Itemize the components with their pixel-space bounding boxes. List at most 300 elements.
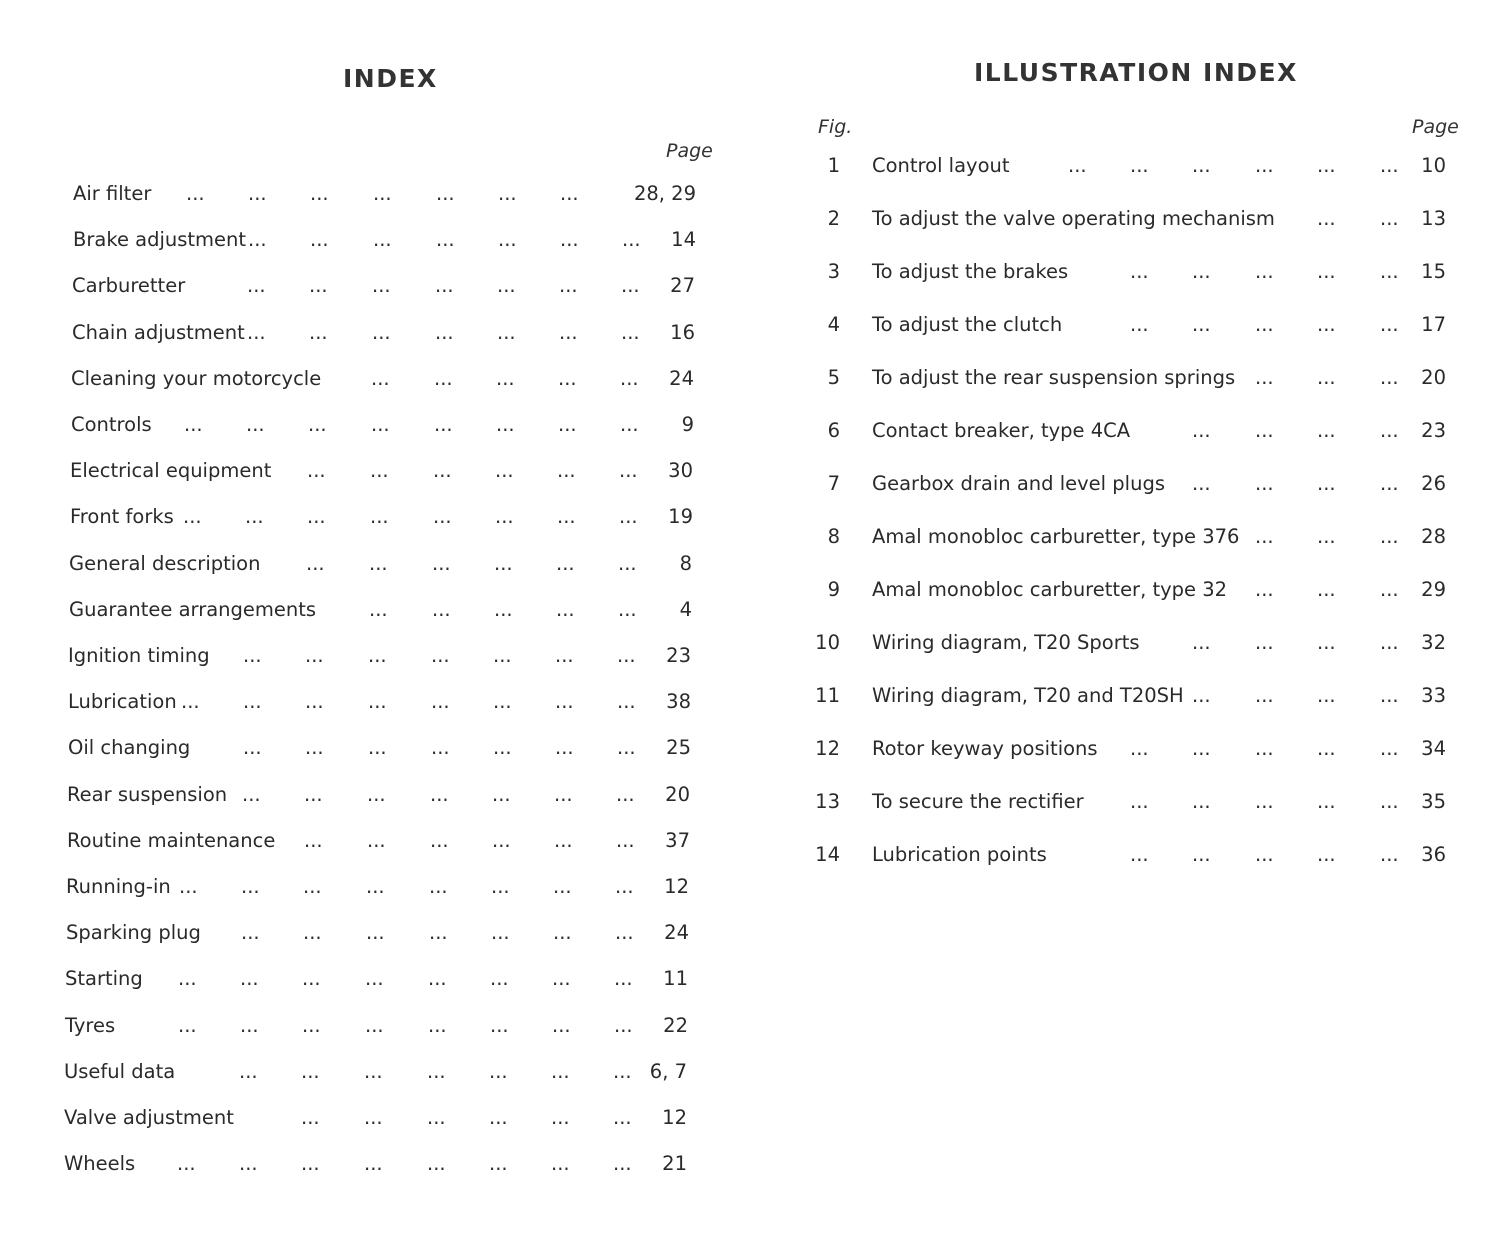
index-entry-label: Guarantee arrangements (69, 597, 317, 621)
fig-number: 3 (827, 260, 840, 283)
dot-leader: ... (1380, 313, 1399, 336)
dot-leader: ... (1255, 737, 1274, 760)
illustration-entry-page: 32 (1421, 631, 1446, 654)
dot-leader: ... (555, 690, 574, 714)
dot-leader: ... (492, 782, 511, 806)
index-entry-label: Routine maintenance (67, 828, 276, 852)
fig-number: 4 (827, 313, 840, 336)
index-entry-page: 27 (670, 274, 695, 298)
dot-leader: ... (427, 1152, 446, 1176)
dot-leader: ... (428, 967, 447, 991)
dot-leader: ... (248, 182, 267, 205)
illustration-entry-label: Lubrication points (872, 843, 1047, 866)
dot-leader: ... (617, 690, 636, 714)
index-entry (70, 505, 710, 535)
dot-leader: ... (308, 413, 327, 436)
dot-leader: ... (615, 875, 634, 898)
dot-leader: ... (556, 551, 575, 575)
index-entry-page: 30 (668, 459, 693, 483)
dot-leader: ... (1255, 578, 1274, 601)
index-entry-page: 4 (679, 597, 692, 621)
dot-leader: ... (1255, 472, 1274, 495)
index-entry-label: Useful data (64, 1059, 176, 1083)
illustration-entry-page: 36 (1421, 843, 1446, 866)
dot-leader: ... (1130, 313, 1149, 336)
illustration-entry (806, 684, 1446, 714)
dot-leader: ... (620, 366, 639, 390)
dot-leader: ... (617, 644, 636, 667)
dot-leader: ... (243, 736, 262, 760)
dot-leader: ... (246, 413, 265, 436)
dot-leader: ... (307, 505, 326, 529)
dot-leader: ... (303, 921, 322, 945)
dot-leader: ... (1192, 737, 1211, 760)
dot-leader: ... (1317, 207, 1336, 230)
dot-leader: ... (1380, 366, 1399, 389)
index-entry-page: 19 (668, 505, 693, 529)
dot-leader: ... (1255, 313, 1274, 336)
illustration-entry (806, 419, 1446, 449)
dot-leader: ... (367, 782, 386, 806)
dot-leader: ... (428, 1013, 447, 1037)
illustration-entry-page: 29 (1421, 578, 1446, 601)
dot-leader: ... (494, 597, 513, 621)
dot-leader: ... (1192, 472, 1211, 495)
dot-leader: ... (1130, 260, 1149, 283)
index-entry-page: 21 (662, 1152, 687, 1176)
dot-leader: ... (434, 413, 453, 436)
dot-leader: ... (304, 782, 323, 806)
dot-leader: ... (430, 782, 449, 806)
fig-number: 2 (827, 207, 840, 230)
dot-leader: ... (1192, 419, 1211, 442)
dot-leader: ... (618, 597, 637, 621)
index-entry-page: 11 (663, 967, 688, 991)
index-entry (69, 552, 709, 582)
dot-leader: ... (492, 828, 511, 852)
illustration-entry-label: To adjust the clutch (872, 313, 1063, 336)
dot-leader: ... (240, 1013, 259, 1037)
dot-leader: ... (247, 320, 266, 344)
dot-leader: ... (556, 597, 575, 621)
dot-leader: ... (1317, 737, 1336, 760)
illustration-entry (806, 154, 1446, 184)
dot-leader: ... (368, 644, 387, 667)
illustration-entry (806, 631, 1446, 661)
illustration-entry-label: Control layout (872, 154, 1010, 177)
dot-leader: ... (617, 736, 636, 760)
dot-leader: ... (1380, 843, 1399, 866)
index-entry-label: Front forks (70, 505, 174, 529)
dot-leader: ... (1192, 631, 1211, 654)
dot-leader: ... (239, 1152, 258, 1176)
dot-leader: ... (1255, 154, 1274, 177)
dot-leader: ... (1255, 260, 1274, 283)
index-entry-label: Tyres (65, 1013, 116, 1037)
dot-leader: ... (551, 1106, 570, 1129)
index-entry (68, 690, 708, 720)
illustration-entry-label: To adjust the brakes (872, 260, 1069, 283)
index-entry (66, 921, 706, 951)
illustration-entry-label: Rotor keyway positions (872, 737, 1098, 760)
illustration-entry (806, 313, 1446, 343)
illustration-entry (806, 366, 1446, 396)
dot-leader: ... (184, 413, 203, 436)
dot-leader: ... (429, 921, 448, 945)
dot-leader: ... (615, 921, 634, 945)
illustration-entry (806, 737, 1446, 767)
dot-leader: ... (436, 182, 455, 205)
dot-leader: ... (559, 320, 578, 344)
illustration-entry-page: 35 (1421, 790, 1446, 813)
dot-leader: ... (613, 1059, 632, 1083)
dot-leader: ... (560, 228, 579, 252)
illustration-entry-page: 28 (1421, 525, 1446, 548)
index-entry-page: 9 (681, 413, 694, 436)
index-entry-page: 20 (665, 782, 690, 806)
dot-leader: ... (554, 782, 573, 806)
dot-leader: ... (560, 182, 579, 205)
dot-leader: ... (614, 1013, 633, 1037)
dot-leader: ... (1255, 366, 1274, 389)
dot-leader: ... (427, 1059, 446, 1083)
index-entry-label: General description (69, 551, 261, 575)
dot-leader: ... (303, 875, 322, 898)
dot-leader: ... (366, 875, 385, 898)
dot-leader: ... (1380, 525, 1399, 548)
illustration-page-header: Page (1412, 116, 1459, 138)
illustration-entry-page: 10 (1421, 154, 1446, 177)
dot-leader: ... (183, 505, 202, 529)
dot-leader: ... (242, 782, 261, 806)
dot-leader: ... (1317, 366, 1336, 389)
dot-leader: ... (301, 1106, 320, 1129)
dot-leader: ... (433, 505, 452, 529)
dot-leader: ... (1192, 260, 1211, 283)
illustration-entry-label: Amal monobloc carburetter, type 32 (872, 578, 1228, 601)
index-entry-label: Controls (71, 413, 152, 436)
dot-leader: ... (1255, 419, 1274, 442)
dot-leader: ... (304, 828, 323, 852)
dot-leader: ... (431, 644, 450, 667)
illustration-entry-page: 23 (1421, 419, 1446, 442)
index-entry-page: 16 (670, 320, 695, 344)
dot-leader: ... (1255, 843, 1274, 866)
dot-leader: ... (1192, 684, 1211, 707)
index-entry-label: Electrical equipment (70, 459, 272, 483)
dot-leader: ... (307, 459, 326, 483)
fig-number: 14 (815, 843, 840, 866)
index-entry (65, 1014, 705, 1044)
dot-leader: ... (1130, 843, 1149, 866)
dot-leader: ... (435, 320, 454, 344)
dot-leader: ... (613, 1152, 632, 1176)
dot-leader: ... (310, 228, 329, 252)
illustration-entry (806, 843, 1446, 873)
dot-leader: ... (1068, 154, 1087, 177)
dot-leader: ... (1380, 260, 1399, 283)
dot-leader: ... (245, 505, 264, 529)
dot-leader: ... (178, 1013, 197, 1037)
dot-leader: ... (491, 921, 510, 945)
dot-leader: ... (1380, 631, 1399, 654)
dot-leader: ... (497, 274, 516, 298)
dot-leader: ... (496, 366, 515, 390)
index-entry (64, 1152, 704, 1182)
dot-leader: ... (247, 274, 266, 298)
dot-leader: ... (365, 1013, 384, 1037)
index-entry-page: 28, 29 (633, 182, 696, 205)
index-entry (66, 875, 706, 905)
dot-leader: ... (557, 505, 576, 529)
dot-leader: ... (371, 366, 390, 390)
dot-leader: ... (1192, 843, 1211, 866)
fig-number: 9 (827, 578, 840, 601)
index-entry-page: 12 (664, 875, 689, 898)
dot-leader: ... (435, 274, 454, 298)
dot-leader: ... (248, 228, 267, 252)
dot-leader: ... (1380, 154, 1399, 177)
dot-leader: ... (431, 690, 450, 714)
dot-leader: ... (368, 690, 387, 714)
dot-leader: ... (306, 551, 325, 575)
dot-leader: ... (495, 459, 514, 483)
dot-leader: ... (551, 1152, 570, 1176)
dot-leader: ... (1317, 578, 1336, 601)
dot-leader: ... (369, 597, 388, 621)
dot-leader: ... (431, 736, 450, 760)
dot-leader: ... (371, 413, 390, 436)
index-entry (68, 644, 708, 674)
dot-leader: ... (555, 644, 574, 667)
illustration-entry-label: Contact breaker, type 4CA (872, 419, 1131, 442)
dot-leader: ... (618, 551, 637, 575)
fig-number: 13 (815, 790, 840, 813)
index-entry-page: 38 (666, 690, 691, 714)
dot-leader: ... (177, 1152, 196, 1176)
index-entry (73, 228, 713, 258)
dot-leader: ... (373, 228, 392, 252)
illustration-entry-label: To adjust the valve operating mechanism (872, 207, 1275, 230)
dot-leader: ... (619, 459, 638, 483)
dot-leader: ... (616, 828, 635, 852)
dot-leader: ... (301, 1059, 320, 1083)
dot-leader: ... (552, 967, 571, 991)
dot-leader: ... (1255, 684, 1274, 707)
illustration-entry-label: To secure the rectifier (872, 790, 1084, 813)
dot-leader: ... (239, 1059, 258, 1083)
dot-leader: ... (1317, 631, 1336, 654)
index-entry (70, 459, 710, 489)
illustration-entry-page: 15 (1421, 260, 1446, 283)
index-entry-label: Wheels (64, 1152, 136, 1176)
dot-leader: ... (1380, 472, 1399, 495)
illustration-entry-page: 33 (1421, 684, 1446, 707)
dot-leader: ... (368, 736, 387, 760)
fig-number: 12 (815, 737, 840, 760)
index-entry (72, 321, 712, 351)
fig-number: 10 (815, 631, 840, 654)
dot-leader: ... (434, 366, 453, 390)
dot-leader: ... (553, 921, 572, 945)
dot-leader: ... (373, 182, 392, 205)
dot-leader: ... (493, 736, 512, 760)
dot-leader: ... (493, 644, 512, 667)
dot-leader: ... (497, 320, 516, 344)
dot-leader: ... (178, 967, 197, 991)
fig-number: 6 (827, 419, 840, 442)
dot-leader: ... (1255, 525, 1274, 548)
dot-leader: ... (243, 644, 262, 667)
dot-leader: ... (305, 690, 324, 714)
dot-leader: ... (429, 875, 448, 898)
dot-leader: ... (1192, 154, 1211, 177)
dot-leader: ... (1317, 313, 1336, 336)
dot-leader: ... (551, 1059, 570, 1083)
index-entry (65, 967, 705, 997)
dot-leader: ... (309, 274, 328, 298)
illustration-entry (806, 525, 1446, 555)
index-entry-label: Starting (65, 967, 143, 991)
dot-leader: ... (302, 1013, 321, 1037)
dot-leader: ... (553, 875, 572, 898)
fig-number: 8 (827, 525, 840, 548)
dot-leader: ... (305, 644, 324, 667)
dot-leader: ... (1130, 737, 1149, 760)
dot-leader: ... (305, 736, 324, 760)
index-entry-page: 23 (666, 644, 691, 667)
dot-leader: ... (364, 1059, 383, 1083)
illustration-entry-page: 34 (1421, 737, 1446, 760)
fig-number: 11 (815, 684, 840, 707)
dot-leader: ... (427, 1106, 446, 1129)
index-entry-label: Sparking plug (66, 921, 201, 945)
dot-leader: ... (558, 413, 577, 436)
dot-leader: ... (364, 1152, 383, 1176)
index-entry (69, 598, 709, 628)
index-entry-page: 37 (665, 828, 690, 852)
dot-leader: ... (620, 413, 639, 436)
dot-leader: ... (370, 505, 389, 529)
index-entry-label: Chain adjustment (72, 320, 245, 344)
illustration-entry-label: Wiring diagram, T20 and T20SH (872, 684, 1184, 707)
dot-leader: ... (558, 366, 577, 390)
dot-leader: ... (241, 921, 260, 945)
dot-leader: ... (367, 828, 386, 852)
index-entry (71, 413, 711, 443)
index-entry (67, 783, 707, 813)
index-page-header: Page (666, 140, 713, 162)
dot-leader: ... (554, 828, 573, 852)
index-entry (73, 182, 713, 212)
dot-leader: ... (1317, 684, 1336, 707)
dot-leader: ... (243, 690, 262, 714)
index-entry-label: Valve adjustment (64, 1106, 234, 1129)
dot-leader: ... (1317, 260, 1336, 283)
illustration-entry (806, 207, 1446, 237)
index-entry-page: 25 (666, 736, 691, 760)
illustration-entry (806, 472, 1446, 502)
dot-leader: ... (1317, 154, 1336, 177)
illustration-entry-label: Wiring diagram, T20 Sports (872, 631, 1140, 654)
dot-leader: ... (1255, 631, 1274, 654)
dot-leader: ... (559, 274, 578, 298)
index-entry-label: Cleaning your motorcycle (71, 366, 322, 390)
index-entry (64, 1106, 704, 1136)
index-entry-page: 24 (669, 366, 694, 390)
dot-leader: ... (621, 320, 640, 344)
dot-leader: ... (1192, 790, 1211, 813)
index-entry (67, 829, 707, 859)
index-entry (64, 1060, 704, 1090)
dot-leader: ... (613, 1106, 632, 1129)
dot-leader: ... (1317, 843, 1336, 866)
dot-leader: ... (555, 736, 574, 760)
index-entry (71, 367, 711, 397)
fig-number: 5 (827, 366, 840, 389)
fig-number: 1 (827, 154, 840, 177)
dot-leader: ... (1380, 737, 1399, 760)
dot-leader: ... (1317, 525, 1336, 548)
dot-leader: ... (489, 1059, 508, 1083)
dot-leader: ... (240, 967, 259, 991)
dot-leader: ... (493, 690, 512, 714)
illustration-entry-page: 13 (1421, 207, 1446, 230)
dot-leader: ... (372, 274, 391, 298)
illustration-entry (806, 260, 1446, 290)
dot-leader: ... (557, 459, 576, 483)
dot-leader: ... (430, 828, 449, 852)
dot-leader: ... (621, 274, 640, 298)
dot-leader: ... (241, 875, 260, 898)
illustration-index-title: ILLUSTRATION INDEX (974, 58, 1298, 87)
dot-leader: ... (302, 967, 321, 991)
index-entry-label: Air filter (73, 182, 152, 205)
index-entry-label: Oil changing (68, 736, 191, 760)
dot-leader: ... (1192, 313, 1211, 336)
dot-leader: ... (1130, 790, 1149, 813)
index-entry-label: Rear suspension (67, 782, 228, 806)
dot-leader: ... (616, 782, 635, 806)
index-entry (72, 274, 712, 304)
illustration-entry-page: 26 (1421, 472, 1446, 495)
dot-leader: ... (489, 1152, 508, 1176)
dot-leader: ... (1380, 684, 1399, 707)
dot-leader: ... (1380, 419, 1399, 442)
illustration-entry-page: 17 (1421, 313, 1446, 336)
index-entry-page: 22 (663, 1013, 688, 1037)
illustration-entry-page: 20 (1421, 366, 1446, 389)
dot-leader: ... (433, 459, 452, 483)
dot-leader: ... (1130, 154, 1149, 177)
dot-leader: ... (310, 182, 329, 205)
illustration-entry-label: Gearbox drain and level plugs (872, 472, 1165, 495)
index-entry-label: Carburetter (72, 274, 186, 298)
dot-leader: ... (496, 413, 515, 436)
index-entry (68, 736, 708, 766)
index-title: INDEX (343, 64, 438, 93)
dot-leader: ... (1317, 790, 1336, 813)
dot-leader: ... (1317, 419, 1336, 442)
fig-number: 7 (827, 472, 840, 495)
dot-leader: ... (301, 1152, 320, 1176)
dot-leader: ... (494, 551, 513, 575)
dot-leader: ... (1380, 207, 1399, 230)
dot-leader: ... (489, 1106, 508, 1129)
index-entry-label: Running-in (66, 875, 171, 898)
dot-leader: ... (365, 967, 384, 991)
dot-leader: ... (614, 967, 633, 991)
